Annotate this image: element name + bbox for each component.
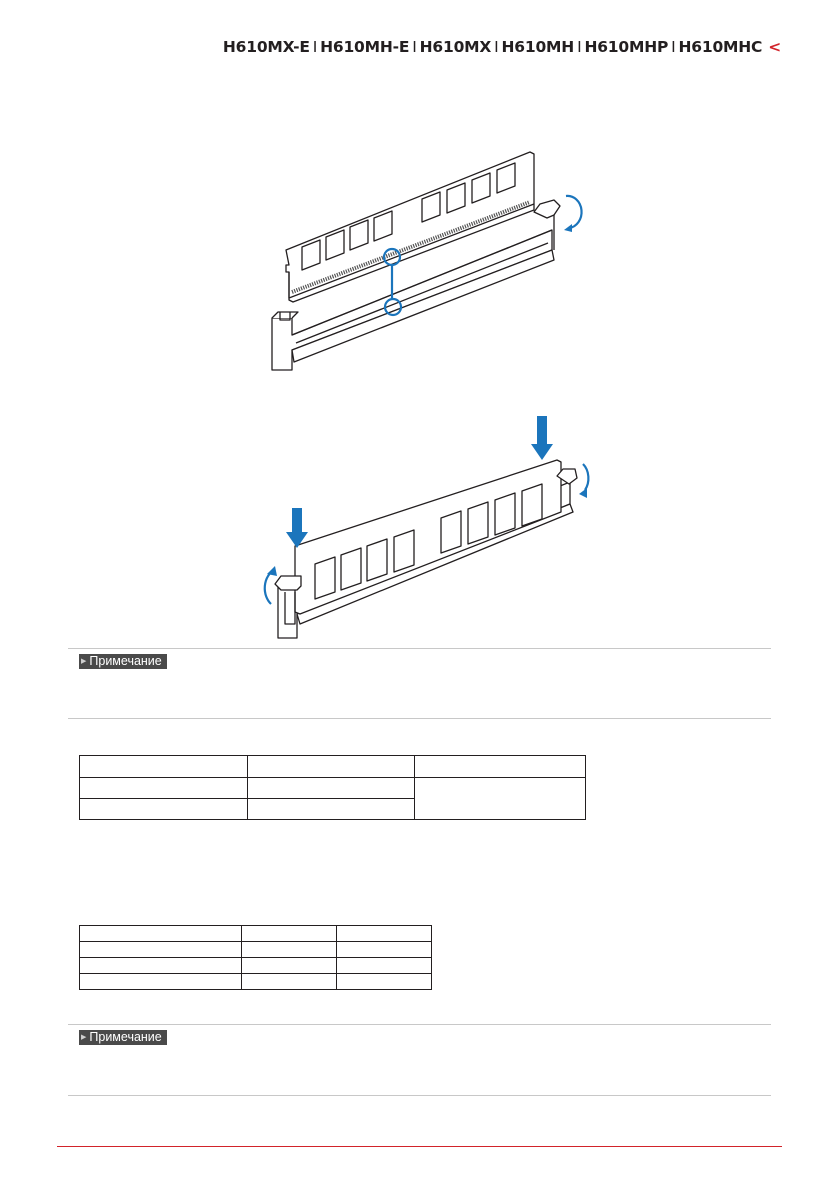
model-separator: I (577, 38, 582, 56)
note-bottom-rule (68, 718, 771, 719)
model-name: H610MH-E (320, 38, 410, 56)
model-separator: I (412, 38, 417, 56)
table-cell (415, 756, 586, 778)
table-cell (80, 974, 242, 990)
table-cell (80, 799, 248, 820)
note-top-rule (68, 1024, 771, 1025)
table-cell (248, 756, 415, 778)
note-triangle-icon: ▶ (81, 658, 87, 665)
table-cell (337, 942, 432, 958)
table-cell (337, 926, 432, 942)
table-cell (242, 974, 337, 990)
note-label (79, 654, 167, 669)
table-cell (337, 958, 432, 974)
footer-rule (57, 1146, 782, 1147)
model-separator: I (671, 38, 676, 56)
table-row (80, 778, 586, 799)
table-1 (79, 755, 586, 820)
table-cell (80, 756, 248, 778)
model-name: H610MX (419, 38, 492, 56)
table-cell (80, 958, 242, 974)
note-label (79, 1030, 167, 1045)
table-cell (248, 799, 415, 820)
table-cell (242, 942, 337, 958)
table-row (80, 926, 432, 942)
table-row (80, 958, 432, 974)
table-cell (248, 778, 415, 799)
table-cell (80, 778, 248, 799)
table-cell (80, 926, 242, 942)
note-top-rule (68, 648, 771, 649)
table-2 (79, 925, 432, 990)
table-cell (337, 974, 432, 990)
model-name: H610MHC (678, 38, 763, 56)
header-model-list (223, 38, 781, 56)
table-row (80, 756, 586, 778)
table-cell (80, 942, 242, 958)
nav-chevron-icon[interactable]: < (768, 38, 781, 56)
table-cell (415, 778, 586, 820)
note-label-text: Примечание (89, 654, 162, 668)
dimm-insert-diagram (262, 140, 602, 372)
note-bottom-rule (68, 1095, 771, 1096)
table-cell (242, 926, 337, 942)
model-name: H610MHP (584, 38, 669, 56)
table-row (80, 942, 432, 958)
note-triangle-icon: ▶ (81, 1034, 87, 1041)
note-label-text: Примечание (89, 1030, 162, 1044)
table-row (80, 974, 432, 990)
table-cell (242, 958, 337, 974)
model-name: H610MX-E (222, 38, 310, 56)
model-name: H610MH (501, 38, 575, 56)
model-separator: I (494, 38, 499, 56)
dimm-press-down-diagram (245, 414, 595, 640)
model-separator: I (312, 38, 318, 56)
